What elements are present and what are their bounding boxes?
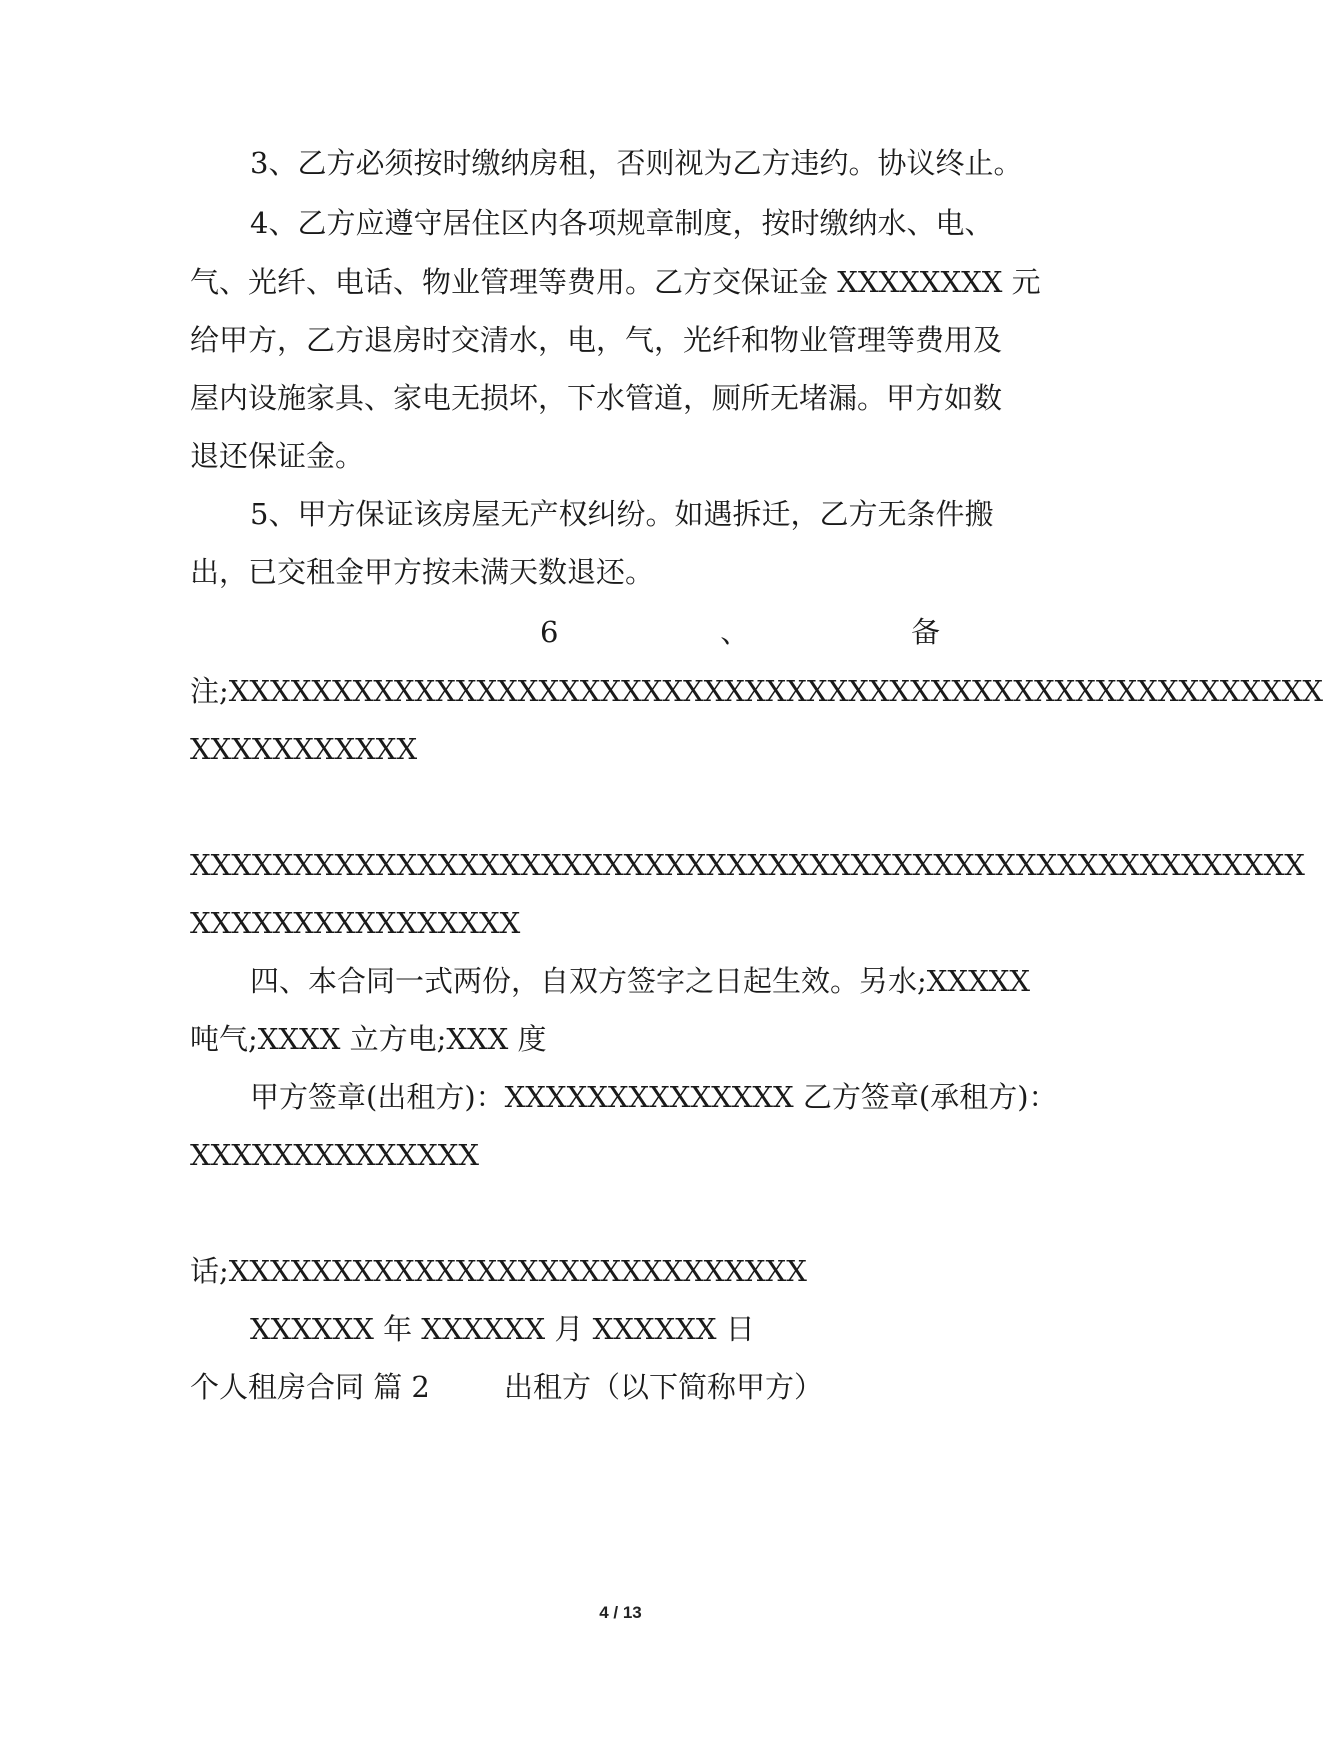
clause-6-notes-line-1: 注;XXXXXXXXXXXXXXXXXXXXXXXXXXXXXXXXXXXXXXXXXXXXXXXXXXXXX	[190, 674, 1323, 708]
signature-line-2: XXXXXXXXXXXXXX	[190, 1138, 480, 1172]
clause-6-label-start: 备	[910, 615, 940, 649]
notes-line-4: XXXXXXXXXXXXXXXX	[190, 906, 521, 940]
clause-5-line-1: 5、甲方保证该房屋无产权纠纷。如遇拆迁，乙方无条件搬	[250, 497, 994, 531]
page-number: 4 / 13	[599, 1603, 642, 1622]
clause-6-number: 6	[540, 615, 559, 649]
clause-4-line-5: 退还保证金。	[190, 439, 365, 473]
clause-6-heading	[540, 612, 940, 652]
next-contract-heading	[190, 1367, 1050, 1407]
clause-4-line-3: 给甲方，乙方退房时交清水，电，气，光纤和物业管理等费用及	[190, 323, 1003, 357]
section-4-line-2: 吨气;XXXX 立方电;XXX 度	[190, 1022, 547, 1056]
clause-4-line-1: 4、乙方应遵守居住区内各项规章制度，按时缴纳水、电、	[250, 206, 994, 240]
next-contract-title: 个人租房合同 篇 2	[190, 1370, 430, 1404]
clause-5-line-2: 出，已交租金甲方按未满天数退还。	[190, 555, 655, 589]
next-contract-lessor: 出租方（以下简称甲方）	[504, 1370, 824, 1404]
date-line: XXXXXX 年 XXXXXX 月 XXXXXX 日	[250, 1312, 755, 1346]
clause-3: 3、乙方必须按时缴纳房租，否则视为乙方违约。协议终止。	[250, 146, 1023, 180]
section-4-line-1: 四、本合同一式两份，自双方签字之日起生效。另水;XXXXX	[250, 964, 1030, 998]
clause-6-separator: 、	[720, 615, 750, 649]
clause-4-line-2: 气、光纤、电话、物业管理等费用。乙方交保证金 XXXXXXXX 元	[190, 265, 1041, 299]
clause-6-notes-line-2: XXXXXXXXXXX	[190, 732, 418, 766]
notes-line-3: XXXXXXXXXXXXXXXXXXXXXXXXXXXXXXXXXXXXXXXXXXXXXXXXXXXXXX	[190, 848, 1305, 882]
signature-line: 甲方签章(出租方)：XXXXXXXXXXXXXX 乙方签章(承租方)：	[250, 1080, 1058, 1114]
clause-4-line-4: 屋内设施家具、家电无损坏，下水管道，厕所无堵漏。甲方如数	[190, 381, 1003, 415]
phone-line-2: 话;XXXXXXXXXXXXXXXXXXXXXXXXXXXX	[190, 1254, 807, 1288]
